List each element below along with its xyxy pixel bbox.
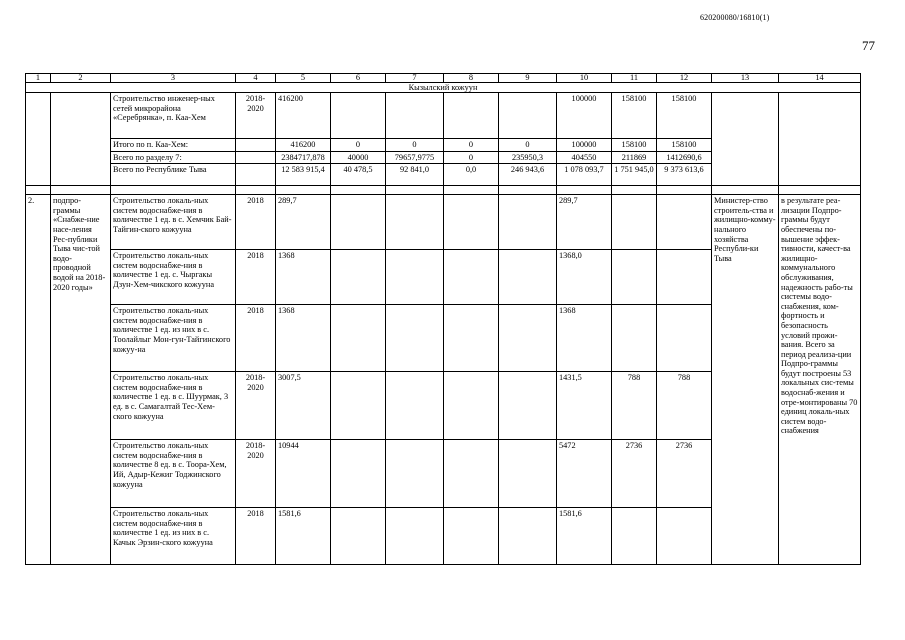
value-cell bbox=[612, 250, 657, 305]
header-cell: 2 bbox=[51, 74, 111, 83]
project-year: 2018 bbox=[236, 195, 276, 250]
program-name: подпро-граммы «Снабже-ние насе-ления Рес-публики Тыва чис-той водо-проводной водой на 2018-2020 годы» bbox=[51, 195, 111, 565]
value-cell: 2384717,878 bbox=[276, 151, 331, 164]
value-cell: 40 478,5 bbox=[331, 164, 386, 186]
empty-cell bbox=[51, 93, 111, 186]
total-value: 10944 bbox=[276, 440, 331, 508]
table-row bbox=[26, 195, 861, 250]
project-year: 2018-2020 bbox=[236, 93, 276, 139]
value-cell: 40000 bbox=[331, 151, 386, 164]
value-cell: 404550 bbox=[557, 151, 612, 164]
value-cell bbox=[657, 508, 712, 565]
total-value: 1368 bbox=[276, 250, 331, 305]
value-cell: 1431,5 bbox=[557, 372, 612, 440]
grand-total-label: Всего по Республике Тыва bbox=[111, 164, 236, 186]
header-cell: 12 bbox=[657, 74, 712, 83]
project-name: Строительство локаль-ных систем водоснабже-ния в количестве 8 ед. в с. Тоора-Хем, Ий, Адыр-Кежиг Тоджинского кожууна bbox=[111, 440, 236, 508]
program-table bbox=[25, 73, 861, 565]
header-cell: 10 bbox=[557, 74, 612, 83]
header-cell: 7 bbox=[386, 74, 444, 83]
value-cell: 100000 bbox=[557, 93, 612, 139]
header-cell: 8 bbox=[444, 74, 499, 83]
value-cell: 0 bbox=[499, 139, 557, 152]
header-cell: 9 bbox=[499, 74, 557, 83]
total-label: Всего по разделу 7: bbox=[111, 151, 236, 164]
project-name: Строительство локаль-ных систем водоснабже-ния в количестве 1 ед. в с. Шуурмак, 3 ед. в с. Самагалтай Тес-Хем-ского кожууна bbox=[111, 372, 236, 440]
header-cell: 13 bbox=[712, 74, 779, 83]
value-cell: 235950,3 bbox=[499, 151, 557, 164]
value-cell bbox=[612, 195, 657, 250]
value-cell: 0 bbox=[444, 139, 499, 152]
region-title: Кызылский кожуун bbox=[26, 83, 861, 93]
header-cell: 3 bbox=[111, 74, 236, 83]
page-number: 77 bbox=[862, 38, 875, 53]
total-value: 289,7 bbox=[276, 195, 331, 250]
value-cell: 158100 bbox=[657, 93, 712, 139]
value-cell bbox=[612, 508, 657, 565]
header-cell: 6 bbox=[331, 74, 386, 83]
value-cell: 0,0 bbox=[444, 164, 499, 186]
value-cell: 788 bbox=[612, 372, 657, 440]
header-row bbox=[26, 74, 861, 83]
value-cell: 0 bbox=[444, 151, 499, 164]
value-cell: 158100 bbox=[612, 139, 657, 152]
value-cell: 246 943,6 bbox=[499, 164, 557, 186]
total-value: 3007,5 bbox=[276, 372, 331, 440]
value-cell: 1 078 093,7 bbox=[557, 164, 612, 186]
header-cell: 4 bbox=[236, 74, 276, 83]
value-cell: 1412690,6 bbox=[657, 151, 712, 164]
value-cell bbox=[657, 250, 712, 305]
project-name: Строительство локаль-ных систем водоснабже-ния в количестве 1 ед. из них в с. Тоолайлыг Мон-гун-Тайгинского кожуу-на bbox=[111, 305, 236, 372]
header-cell: 1 bbox=[26, 74, 51, 83]
value-cell: 1368 bbox=[557, 305, 612, 372]
project-name: Строительство локаль-ных систем водоснабже-ния в количестве 1 ед. из них в с. Качык Эрзин-ского кожууна bbox=[111, 508, 236, 565]
value-cell: 788 bbox=[657, 372, 712, 440]
header-cell: 14 bbox=[779, 74, 861, 83]
value-cell: 0 bbox=[386, 139, 444, 152]
document-id: 620200080/16810(1) bbox=[700, 13, 770, 22]
project-name: Строительство инженер-ных сетей микрорайона «Серебрянка», п. Каа-Хем bbox=[111, 93, 236, 139]
total-value: 1368 bbox=[276, 305, 331, 372]
executor: Министер-ство строитель-ства и жилищно-комму-нального хозяйства Республи-ки Тыва bbox=[712, 195, 779, 565]
header-cell: 5 bbox=[276, 74, 331, 83]
value-cell: 289,7 bbox=[557, 195, 612, 250]
section-number: 2. bbox=[26, 195, 51, 565]
value-cell bbox=[657, 305, 712, 372]
value-cell: 158100 bbox=[657, 139, 712, 152]
total-value: 416200 bbox=[276, 93, 331, 139]
value-cell: 1 751 945,0 bbox=[612, 164, 657, 186]
value-cell: 416200 bbox=[276, 139, 331, 152]
project-year: 2018-2020 bbox=[236, 372, 276, 440]
header-cell: 11 bbox=[612, 74, 657, 83]
value-cell: 5472 bbox=[557, 440, 612, 508]
value-cell: 211869 bbox=[612, 151, 657, 164]
value-cell bbox=[612, 305, 657, 372]
project-name: Строительство локаль-ных систем водоснабже-ния в количестве 1 ед. в с. Хемчик Бай-Тайгин-ского кожууна bbox=[111, 195, 236, 250]
value-cell: 158100 bbox=[612, 93, 657, 139]
value-cell: 9 373 613,6 bbox=[657, 164, 712, 186]
project-year: 2018-2020 bbox=[236, 440, 276, 508]
value-cell: 79657,9775 bbox=[386, 151, 444, 164]
expected-result: в результате реа-лизации Подпро-граммы будут обеспечены по-вышение эффек-тивности, качест-ва жилищно-коммунального обслуживания, надежность рабо-ты системы водо-снабжения, ком-фортность и безопасность условий прожи-вания. Всего за период реализа-ции Подпро-граммы будут построены 53 локальных сис-темы водоснаб-жения и отре-монтированы 70 единиц локаль-ных систем водо-снабжения bbox=[779, 195, 861, 565]
region-row bbox=[26, 83, 861, 93]
project-name: Строительство локаль-ных систем водоснабже-ния в количестве 1 ед. с. Чыргакы Дзун-Хем-чикского кожууна bbox=[111, 250, 236, 305]
value-cell: 12 583 915,4 bbox=[276, 164, 331, 186]
total-value: 1581,6 bbox=[276, 508, 331, 565]
value-cell: 92 841,0 bbox=[386, 164, 444, 186]
value-cell: 1368,0 bbox=[557, 250, 612, 305]
empty-cell bbox=[26, 93, 51, 186]
value-cell: 100000 bbox=[557, 139, 612, 152]
value-cell: 1581,6 bbox=[557, 508, 612, 565]
value-cell: 2736 bbox=[657, 440, 712, 508]
table-row bbox=[26, 93, 861, 139]
project-year: 2018 bbox=[236, 305, 276, 372]
project-year: 2018 bbox=[236, 250, 276, 305]
value-cell bbox=[657, 195, 712, 250]
value-cell: 2736 bbox=[612, 440, 657, 508]
subtotal-label: Итого по п. Каа-Хем: bbox=[111, 139, 236, 152]
project-year: 2018 bbox=[236, 508, 276, 565]
value-cell: 0 bbox=[331, 139, 386, 152]
spacer-row bbox=[26, 186, 861, 195]
